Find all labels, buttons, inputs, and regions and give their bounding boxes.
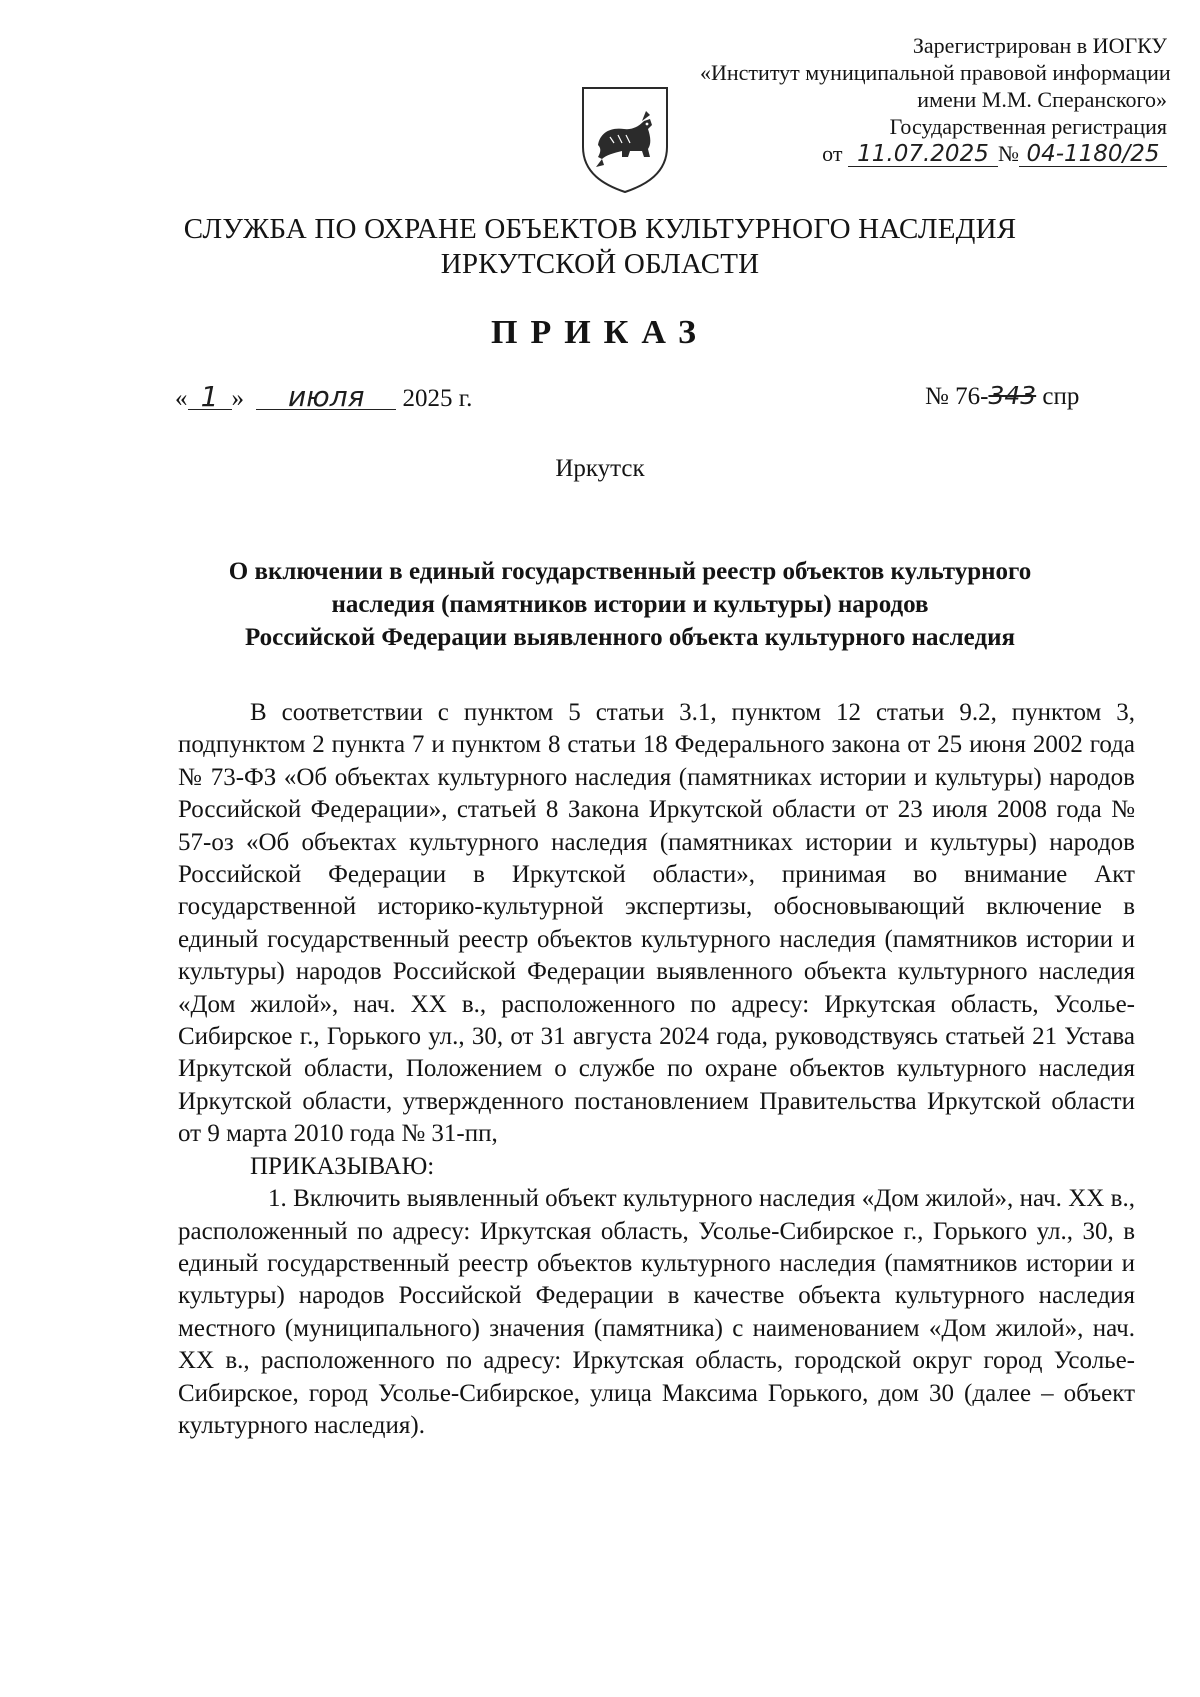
registration-stamp — [700, 32, 1171, 167]
preamble-paragraph: В соответствии с пунктом 5 статьи 3.1, пунктом 12 статьи 9.2, пунктом 3, подпунктом 2 пункта 7 и пунктом 8 статьи 18 Федерального закона от 25 июня 2002 года № 73-ФЗ «Об объектах культурного наследия (памятниках истории и культуры) народов Российской Федерации», статьей 8 Закона Иркутской области от 23 июля 2008 года № 57-оз «Об объектах культурного наследия (памятниках истории и культуры) народов Российской Федерации в Иркутской области», принимая во внимание Акт государственной историко-культурной экспертизы, обосновывающий включение в единый государственный реестр объектов культурного наследия (памятников истории и культуры) народов Российской Федерации выявленного объекта культурного наследия «Дом жилой», нач. XX в., расположенного по адресу: Иркутская область, Усолье-Сибирское г., Горького ул., 30, от 31 августа 2024 года, руководствуясь статьей 21 Устава Иркутской области, Положением о службе по охране объектов культурного наследия Иркутской области, утвержденного постановлением Правительства Иркутской области от 9 марта 2010 года № 31-пп, — [178, 699, 1135, 1148]
order-number-suffix: спр — [1036, 383, 1080, 410]
order-number — [925, 381, 1079, 411]
document-body — [178, 697, 1135, 1442]
agency-name-line-1: СЛУЖБА ПО ОХРАНЕ ОБЪЕКТОВ КУЛЬТУРНОГО НАСЛЕДИЯ — [183, 213, 1017, 245]
date-day: 1 — [188, 385, 232, 410]
date-close-quote: » — [231, 385, 244, 412]
date-month: июля — [256, 385, 396, 410]
registration-date: 11.07.2025 — [848, 142, 998, 167]
document-title-line-3: Российской Федерации выявленного объекта культурного наследия — [244, 624, 1016, 651]
order-number-prefix: № 76- — [925, 383, 989, 410]
irkutsk-coat-of-arms-icon — [580, 85, 670, 195]
city: Иркутск — [555, 455, 645, 482]
registration-date-number — [700, 140, 1167, 167]
registration-line-4: Государственная регистрация — [889, 114, 1167, 139]
order-item-1: 1. Включить выявленный объект культурного наследия «Дом жилой», нач. XX в., расположенный по адресу: Иркутская область, Усолье-Сибирское г., Горького ул., 30, в единый государственный реестр объектов культурного наследия (памятников истории и культуры) народов Российской Федерации в качестве объекта культурного наследия местного (муниципального) значения (памятника) с наименованием «Дом жилой», нач. XX в., расположенного по адресу: Иркутская область, городской округ город Усолье-Сибирское, город Усолье-Сибирское, улица Максима Горького, дом 30 (далее – объект культурного наследия). — [178, 1185, 1135, 1439]
registration-from-label: от — [822, 141, 843, 166]
date-year: 2025 г. — [402, 385, 473, 412]
registration-number: 04-1180/25 — [1019, 142, 1167, 167]
document-title-line-2: наследия (памятников истории и культуры) народов — [331, 591, 929, 618]
registration-line-1: Зарегистрирован в ИОГКУ — [912, 33, 1167, 58]
order-word: ПРИКАЗЫВАЮ: — [250, 1152, 435, 1180]
date-open-quote: « — [175, 385, 188, 412]
order-date — [175, 380, 473, 413]
order-number-handwritten: 343 — [988, 381, 1037, 410]
agency-name-line-2: ИРКУТСКОЙ ОБЛАСТИ — [440, 248, 760, 280]
registration-line-3: имени М.М. Сперанского» — [917, 87, 1167, 112]
agency-name — [0, 212, 1200, 282]
document-title — [160, 555, 1100, 654]
document-type-title: ПРИКАЗ — [491, 314, 709, 351]
document-title-line-1: О включении в единый государственный реестр объектов культурного — [228, 558, 1032, 585]
registration-number-label: № — [998, 141, 1019, 166]
registration-line-2: «Институт муниципальной правовой информации — [700, 60, 1171, 85]
